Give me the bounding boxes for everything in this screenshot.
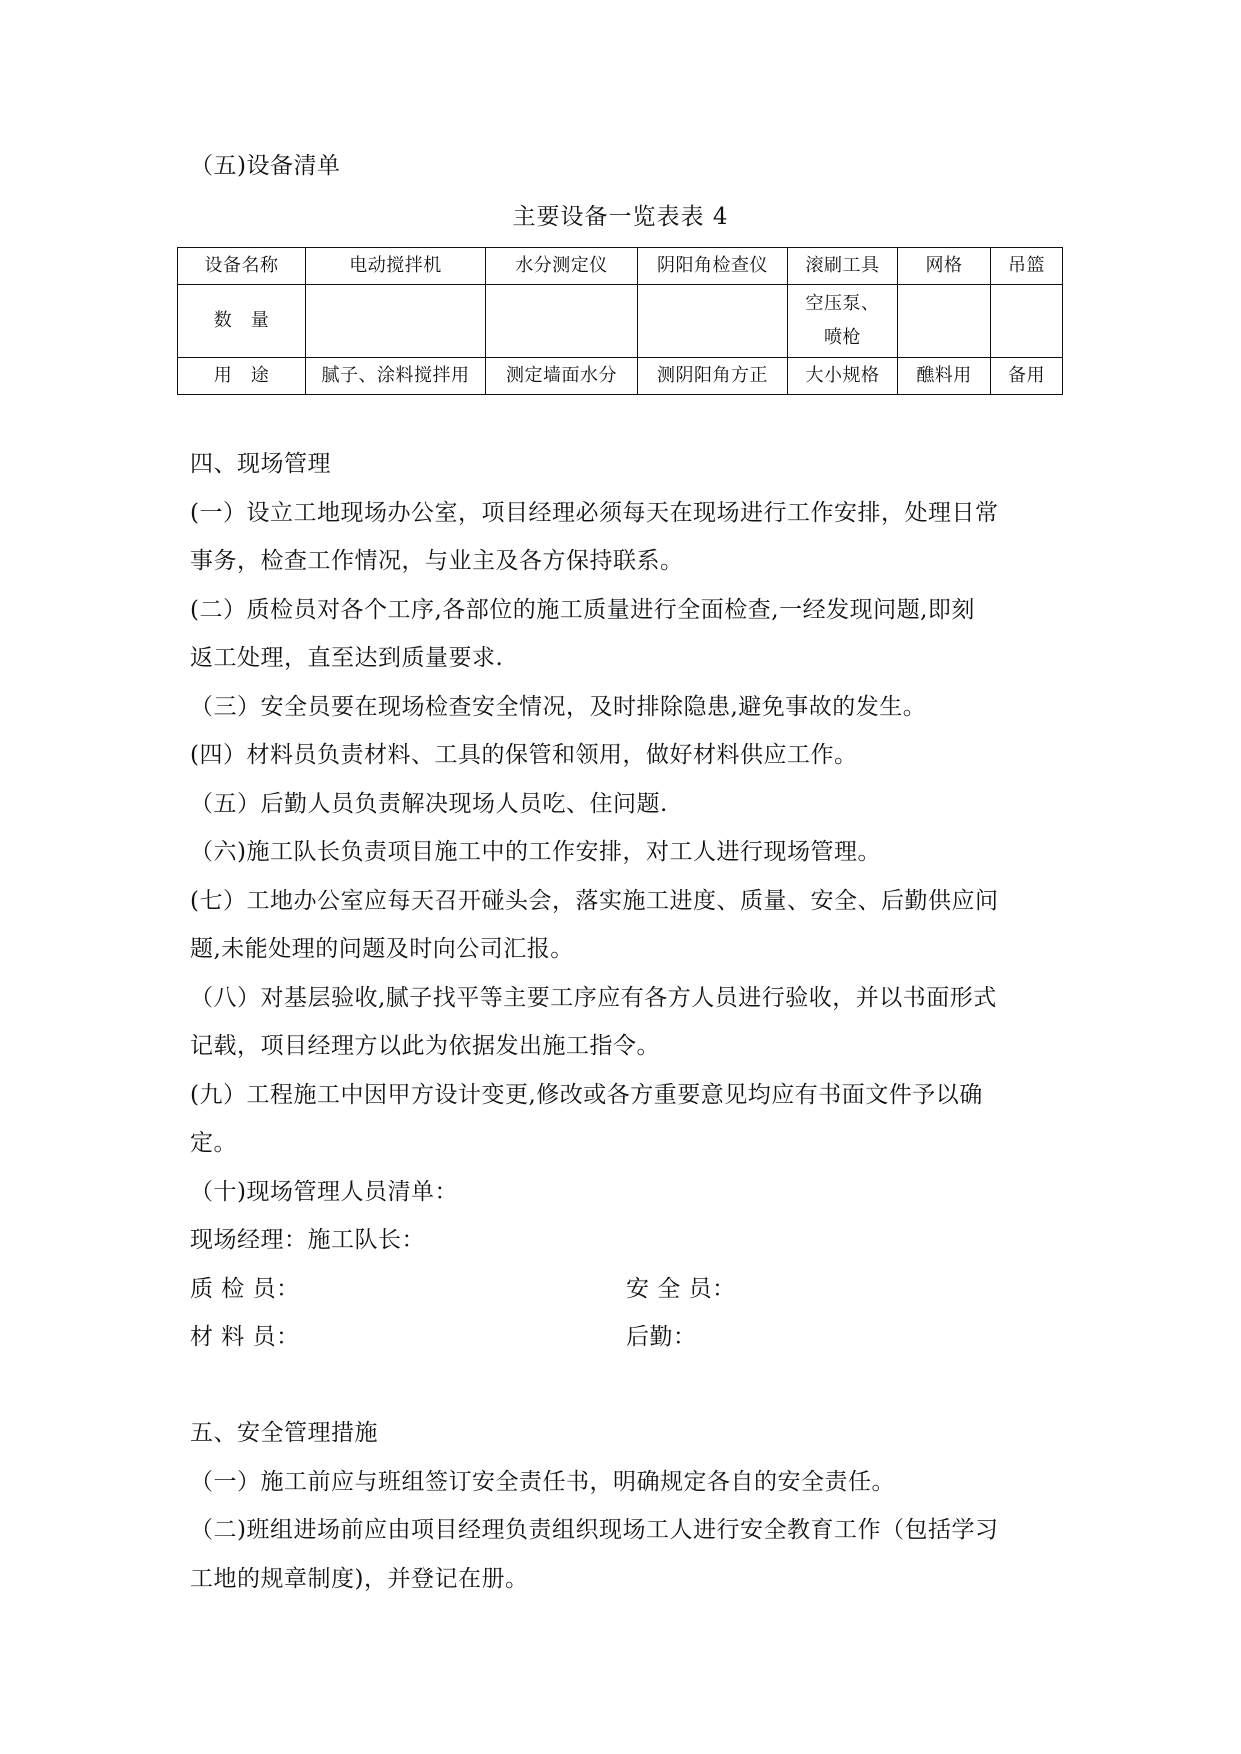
table-cell: 备用	[991, 358, 1063, 395]
equipment-table	[177, 247, 1063, 395]
table-cell: 大小规格	[788, 358, 898, 395]
section-site-heading: 四、现场管理	[190, 451, 331, 477]
table-header-cell: 吊篮	[991, 248, 1063, 285]
section-equipment-heading: （五)设备清单	[190, 153, 341, 179]
paragraph-line: 事务，检查工作情况，与业主及各方保持联系。	[190, 548, 684, 574]
table-cell: 醮料用	[898, 358, 991, 395]
staff-line: 现场经理：施工队长：	[190, 1227, 425, 1253]
paragraph-line: 题,未能处理的问题及时向公司汇报。	[190, 936, 574, 962]
paragraph-line: 记载，项目经理方以此为依据发出施工指令。	[190, 1033, 660, 1059]
table-header-cell: 水分测定仪	[486, 248, 638, 285]
table-cell	[638, 285, 788, 358]
paragraph-line: 定。	[190, 1130, 237, 1156]
paragraph-line: （十)现场管理人员清单：	[190, 1179, 458, 1205]
paragraph-line: (二）质检员对各个工序,各部位的施工质量进行全面检查,一经发现问题,即刻	[190, 597, 975, 623]
row-label-usage: 用 途	[178, 358, 306, 395]
table-header-cell: 设备名称	[178, 248, 306, 285]
table-cell	[306, 285, 486, 358]
paragraph-line: (九）工程施工中因甲方设计变更,修改或各方重要意见均应有书面文件予以确	[190, 1082, 983, 1108]
paragraph-line: （五）后勤人员负责解决现场人员吃、住问题.	[190, 791, 668, 817]
paragraph-line: （六)施工队长负责项目施工中的工作安排，对工人进行现场管理。	[190, 839, 881, 865]
paragraph-line: (四）材料员负责材料、工具的保管和领用，做好材料供应工作。	[190, 742, 858, 768]
paragraph-line: 返工处理，直至达到质量要求.	[190, 645, 504, 671]
row-label-quantity: 数 量	[178, 285, 306, 358]
staff-safety: 安 全 员：	[626, 1276, 736, 1302]
table-header-cell: 阴阳角检查仪	[638, 248, 788, 285]
staff-inspector: 质 检 员：	[190, 1276, 300, 1302]
paragraph-line: （三）安全员要在现场检查安全情况，及时排除隐患,避免事故的发生。	[190, 694, 927, 720]
paragraph-line: （二)班组进场前应由项目经理负责组织现场工人进行安全教育工作（包括学习	[190, 1517, 999, 1543]
table-caption: 主要设备一览表表 4	[512, 204, 729, 230]
table-row-usage	[178, 358, 1063, 395]
table-row-quantity	[178, 285, 1063, 358]
paragraph-line: （一）施工前应与班组签订安全责任书，明确规定各自的安全责任。	[190, 1469, 895, 1495]
paragraph-line: (一）设立工地现场办公室，项目经理必须每天在现场进行工作安排，处理日常	[190, 500, 999, 526]
table-cell: 腻子、涂料搅拌用	[306, 358, 486, 395]
paragraph-line: (七）工地办公室应每天召开碰头会，落实施工进度、质量、安全、后勤供应问	[190, 888, 999, 914]
table-cell: 空压泵、喷枪	[788, 285, 898, 358]
table-cell: 测阴阳角方正	[638, 358, 788, 395]
staff-material: 材 料 员：	[190, 1324, 300, 1350]
table-header-cell: 滚刷工具	[788, 248, 898, 285]
table-cell	[898, 285, 991, 358]
paragraph-line: 工地的规章制度)，并登记在册。	[190, 1566, 529, 1592]
paragraph-line: （八）对基层验收,腻子找平等主要工序应有各方人员进行验收，并以书面形式	[190, 985, 997, 1011]
table-cell	[486, 285, 638, 358]
table-header-cell: 网格	[898, 248, 991, 285]
table-header-row	[178, 248, 1063, 285]
table-header-cell: 电动搅拌机	[306, 248, 486, 285]
table-cell	[991, 285, 1063, 358]
table-cell: 测定墙面水分	[486, 358, 638, 395]
staff-logistics: 后勤：	[626, 1324, 697, 1350]
section-safety-heading: 五、安全管理措施	[190, 1420, 378, 1446]
